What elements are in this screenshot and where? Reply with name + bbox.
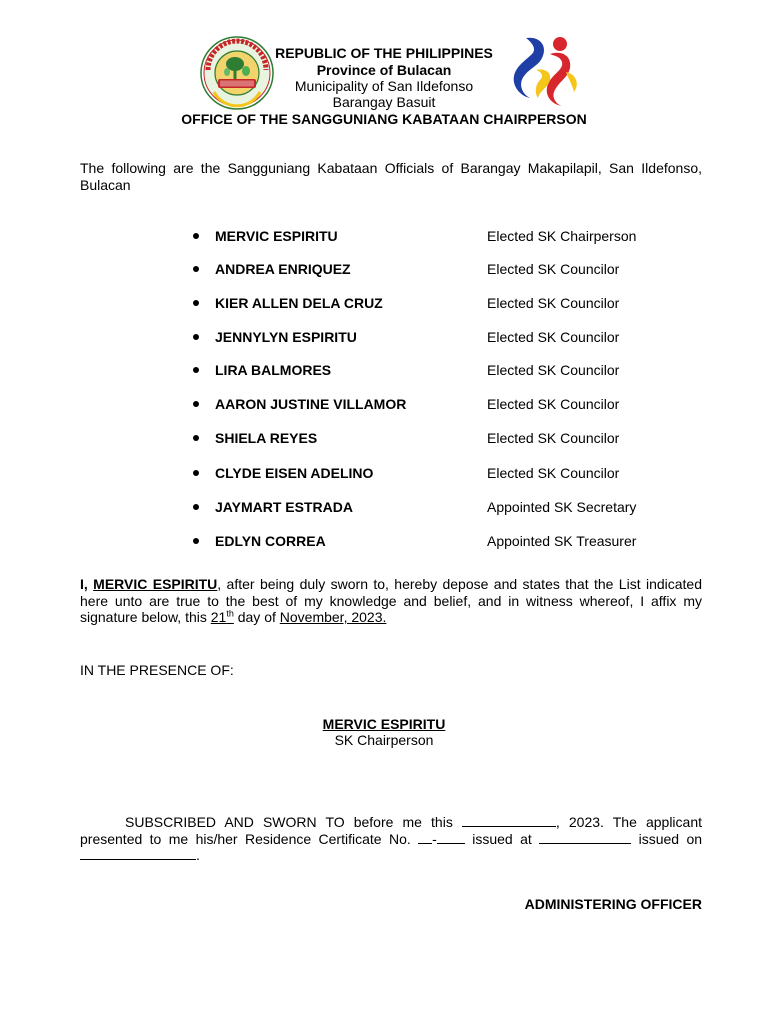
list-item xyxy=(0,295,768,313)
signatory-title: SK Chairperson xyxy=(334,732,434,748)
oath-day-suffix: th xyxy=(226,608,234,619)
header-office: OFFICE OF THE SANGGUNIANG KABATAAN CHAIRPERSON xyxy=(181,111,587,127)
officer-role: Elected SK Councilor xyxy=(487,261,620,277)
subscribed-part3: issued at xyxy=(472,830,532,847)
officer-name: JENNYLYN ESPIRITU xyxy=(215,329,357,345)
officer-role: Elected SK Councilor xyxy=(487,295,620,311)
bullet-icon xyxy=(193,504,199,510)
oath-day-of: day of xyxy=(237,609,276,625)
subscribed-part4: issued on xyxy=(638,830,703,847)
list-item xyxy=(0,499,768,517)
bullet-icon xyxy=(193,300,199,306)
intro-paragraph: The following are the Sangguniang Kabataan Officials of Barangay Makapilapil, San Ildefonso, Bulacan xyxy=(80,160,702,193)
oath-month-year: November, 2023. xyxy=(279,609,387,625)
list-item xyxy=(0,228,768,246)
officer-name: ANDREA ENRIQUEZ xyxy=(215,261,351,277)
subscribed-part2: , 2023. The applicant presented to me his/her Residence Certificate No. xyxy=(80,814,702,847)
administering-officer-label: ADMINISTERING OFFICER xyxy=(524,896,702,912)
oath-prefix: I, xyxy=(80,576,88,592)
list-item xyxy=(0,430,768,448)
list-item xyxy=(0,362,768,380)
list-item xyxy=(0,396,768,414)
officer-name: CLYDE EISEN ADELINO xyxy=(215,465,374,481)
officer-role: Elected SK Chairperson xyxy=(487,228,637,244)
officer-role: Elected SK Councilor xyxy=(487,465,620,481)
officer-role: Appointed SK Treasurer xyxy=(487,533,637,549)
list-item xyxy=(0,533,768,551)
officer-role: Appointed SK Secretary xyxy=(487,499,637,515)
oath-paragraph xyxy=(80,576,702,626)
list-item xyxy=(0,465,768,483)
certificate-dash: - xyxy=(432,830,437,847)
header-republic: REPUBLIC OF THE PHILIPPINES xyxy=(275,45,493,61)
oath-body: , after being duly sworn to, hereby depose and states that the List indicated here unto are true to the best of my knowledge and belief, and in witness whereof, I affix my signature below, this xyxy=(80,576,702,625)
certificate-blank-1 xyxy=(418,831,432,844)
officer-name: JAYMART ESTRADA xyxy=(215,499,353,515)
oath-name: MERVIC ESPIRITU xyxy=(93,576,218,592)
subscribed-end: . xyxy=(196,847,200,863)
bullet-icon xyxy=(193,233,199,239)
officer-name: AARON JUSTINE VILLAMOR xyxy=(215,396,407,412)
header-province: Province of Bulacan xyxy=(316,62,452,78)
certificate-blank-2 xyxy=(437,831,465,844)
header-municipality: Municipality of San Ildefonso xyxy=(294,78,474,94)
bullet-icon xyxy=(193,435,199,441)
officer-role: Elected SK Councilor xyxy=(487,329,620,345)
bullet-icon xyxy=(193,401,199,407)
oath-day-number: 21 xyxy=(210,609,227,625)
presence-label: IN THE PRESENCE OF: xyxy=(80,662,234,678)
subscribed-part1: SUBSCRIBED AND SWORN TO before me this xyxy=(125,814,453,830)
signatory-name: MERVIC ESPIRITU xyxy=(322,716,446,732)
issued-on-blank xyxy=(80,847,196,860)
officer-name: SHIELA REYES xyxy=(215,430,318,446)
bullet-icon xyxy=(193,266,199,272)
header-barangay: Barangay Basuit xyxy=(332,94,436,110)
bullet-icon xyxy=(193,334,199,340)
issued-at-blank xyxy=(539,831,631,844)
officer-name: EDLYN CORREA xyxy=(215,533,326,549)
officer-name: KIER ALLEN DELA CRUZ xyxy=(215,295,383,311)
officer-name: LIRA BALMORES xyxy=(215,362,332,378)
list-item xyxy=(0,329,768,347)
bullet-icon xyxy=(193,367,199,373)
bullet-icon xyxy=(193,538,199,544)
date-blank xyxy=(462,814,556,827)
officer-role: Elected SK Councilor xyxy=(487,396,620,412)
list-item xyxy=(0,261,768,279)
subscribed-paragraph xyxy=(80,814,702,864)
oath-day xyxy=(211,609,234,625)
officer-name: MERVIC ESPIRITU xyxy=(215,228,338,244)
bullet-icon xyxy=(193,470,199,476)
officer-role: Elected SK Councilor xyxy=(487,430,620,446)
officer-role: Elected SK Councilor xyxy=(487,362,620,378)
